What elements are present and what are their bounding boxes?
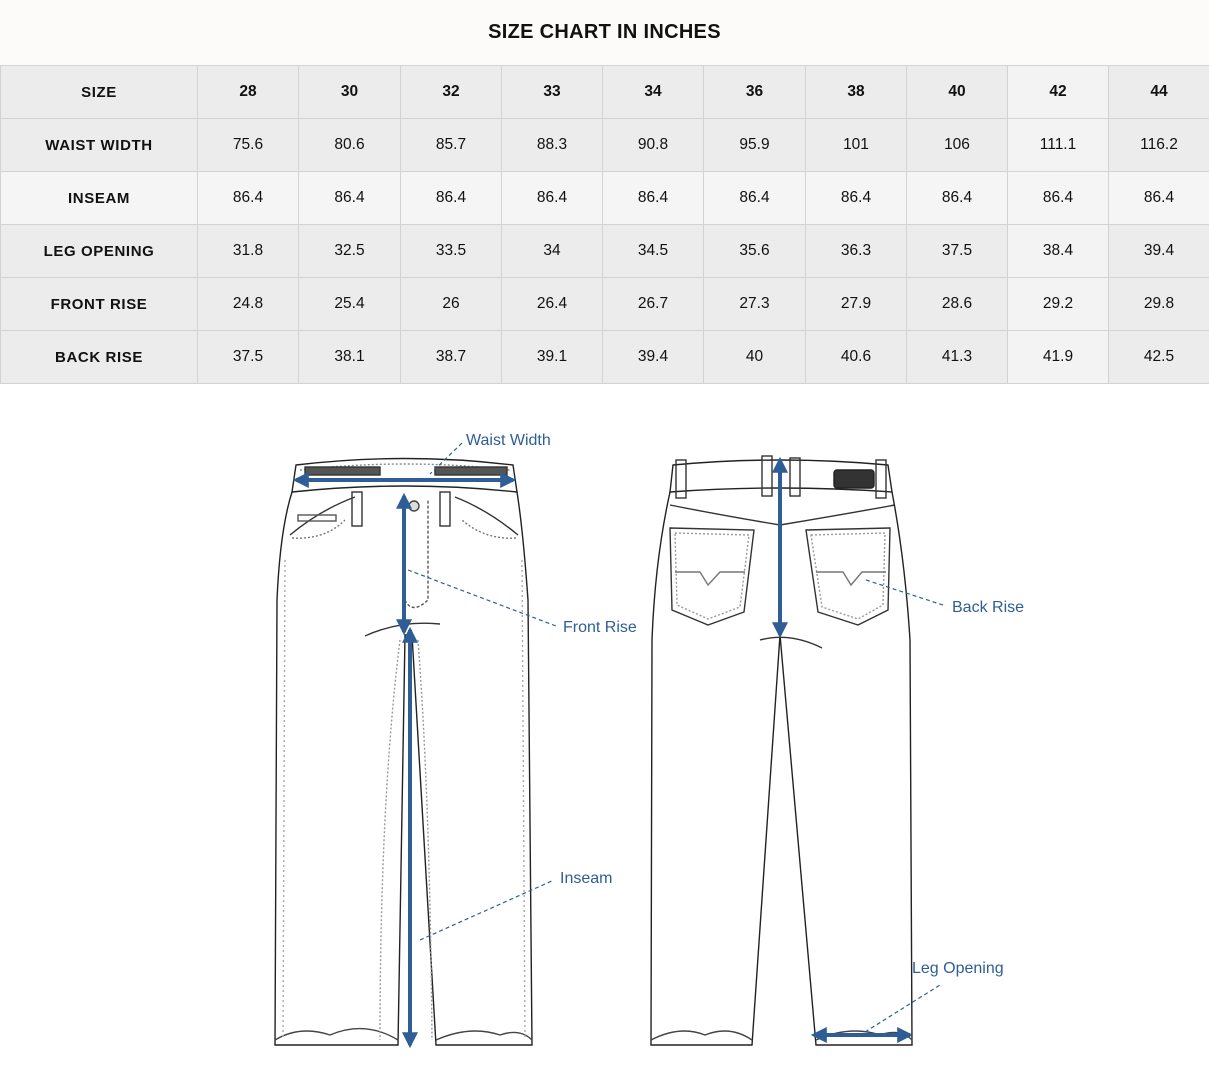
table-cell: 101 <box>806 119 907 172</box>
inseam-label: Inseam <box>560 870 613 887</box>
table-cell: 80.6 <box>299 119 401 172</box>
table-cell: 26.7 <box>603 278 704 331</box>
table-cell: 41.9 <box>1008 331 1109 384</box>
table-cell: 75.6 <box>198 119 299 172</box>
size-header: 33 <box>502 66 603 119</box>
table-cell: 37.5 <box>907 225 1008 278</box>
table-cell: 86.4 <box>907 172 1008 225</box>
table-cell: 86.4 <box>1008 172 1109 225</box>
table-cell: 27.3 <box>704 278 806 331</box>
measurement-arrows <box>296 460 910 1045</box>
table-cell: 111.1 <box>1008 119 1109 172</box>
table-cell: 86.4 <box>401 172 502 225</box>
table-cell: 86.4 <box>603 172 704 225</box>
table-cell: 27.9 <box>806 278 907 331</box>
table-cell: 34.5 <box>603 225 704 278</box>
table-cell: 106 <box>907 119 1008 172</box>
table-cell: 86.4 <box>198 172 299 225</box>
table-row <box>1 278 1209 331</box>
table-row <box>1 119 1209 172</box>
jeans-measurement-diagram <box>0 382 1209 1077</box>
size-header: 34 <box>603 66 704 119</box>
table-cell: 39.4 <box>1109 225 1209 278</box>
table-row <box>1 225 1209 278</box>
size-header: 40 <box>907 66 1008 119</box>
size-header: 36 <box>704 66 806 119</box>
table-cell: 86.4 <box>299 172 401 225</box>
size-header: 42 <box>1008 66 1109 119</box>
table-cell: 31.8 <box>198 225 299 278</box>
table-cell: 28.6 <box>907 278 1008 331</box>
table-cell: 29.8 <box>1109 278 1209 331</box>
page-title: SIZE CHART IN INCHES <box>488 21 721 43</box>
size-header: 32 <box>401 66 502 119</box>
size-chart-table <box>0 65 1209 384</box>
row-label: WAIST WIDTH <box>1 119 198 172</box>
table-cell: 85.7 <box>401 119 502 172</box>
table-cell: 90.8 <box>603 119 704 172</box>
table-cell: 86.4 <box>704 172 806 225</box>
table-cell: 86.4 <box>1109 172 1209 225</box>
size-header: 44 <box>1109 66 1209 119</box>
table-row <box>1 172 1209 225</box>
table-cell: 32.5 <box>299 225 401 278</box>
table-cell: 86.4 <box>806 172 907 225</box>
table-header-row <box>1 66 1209 119</box>
table-cell: 42.5 <box>1109 331 1209 384</box>
table-cell: 37.5 <box>198 331 299 384</box>
table-cell: 24.8 <box>198 278 299 331</box>
waist-width-label: Waist Width <box>466 432 551 449</box>
table-cell: 86.4 <box>502 172 603 225</box>
row-label: INSEAM <box>1 172 198 225</box>
size-header: 30 <box>299 66 401 119</box>
header-label: SIZE <box>1 66 198 119</box>
table-cell: 38.1 <box>299 331 401 384</box>
table-cell: 116.2 <box>1109 119 1209 172</box>
front-rise-label: Front Rise <box>563 619 637 636</box>
row-label: BACK RISE <box>1 331 198 384</box>
table-cell: 40 <box>704 331 806 384</box>
table-cell: 36.3 <box>806 225 907 278</box>
row-label: LEG OPENING <box>1 225 198 278</box>
table-cell: 41.3 <box>907 331 1008 384</box>
leg-opening-label: Leg Opening <box>912 960 1004 977</box>
table-cell: 38.4 <box>1008 225 1109 278</box>
table-row <box>1 331 1209 384</box>
size-header: 38 <box>806 66 907 119</box>
table-cell: 38.7 <box>401 331 502 384</box>
table-cell: 26 <box>401 278 502 331</box>
back-rise-label: Back Rise <box>952 599 1025 616</box>
table-cell: 39.1 <box>502 331 603 384</box>
table-cell: 34 <box>502 225 603 278</box>
table-cell: 95.9 <box>704 119 806 172</box>
table-cell: 39.4 <box>603 331 704 384</box>
table-cell: 35.6 <box>704 225 806 278</box>
row-label: FRONT RISE <box>1 278 198 331</box>
size-header: 28 <box>198 66 299 119</box>
table-cell: 88.3 <box>502 119 603 172</box>
table-cell: 33.5 <box>401 225 502 278</box>
title-bar <box>0 0 1209 65</box>
callout-leaders <box>408 443 946 1032</box>
table-cell: 29.2 <box>1008 278 1109 331</box>
table-cell: 25.4 <box>299 278 401 331</box>
table-cell: 40.6 <box>806 331 907 384</box>
table-cell: 26.4 <box>502 278 603 331</box>
